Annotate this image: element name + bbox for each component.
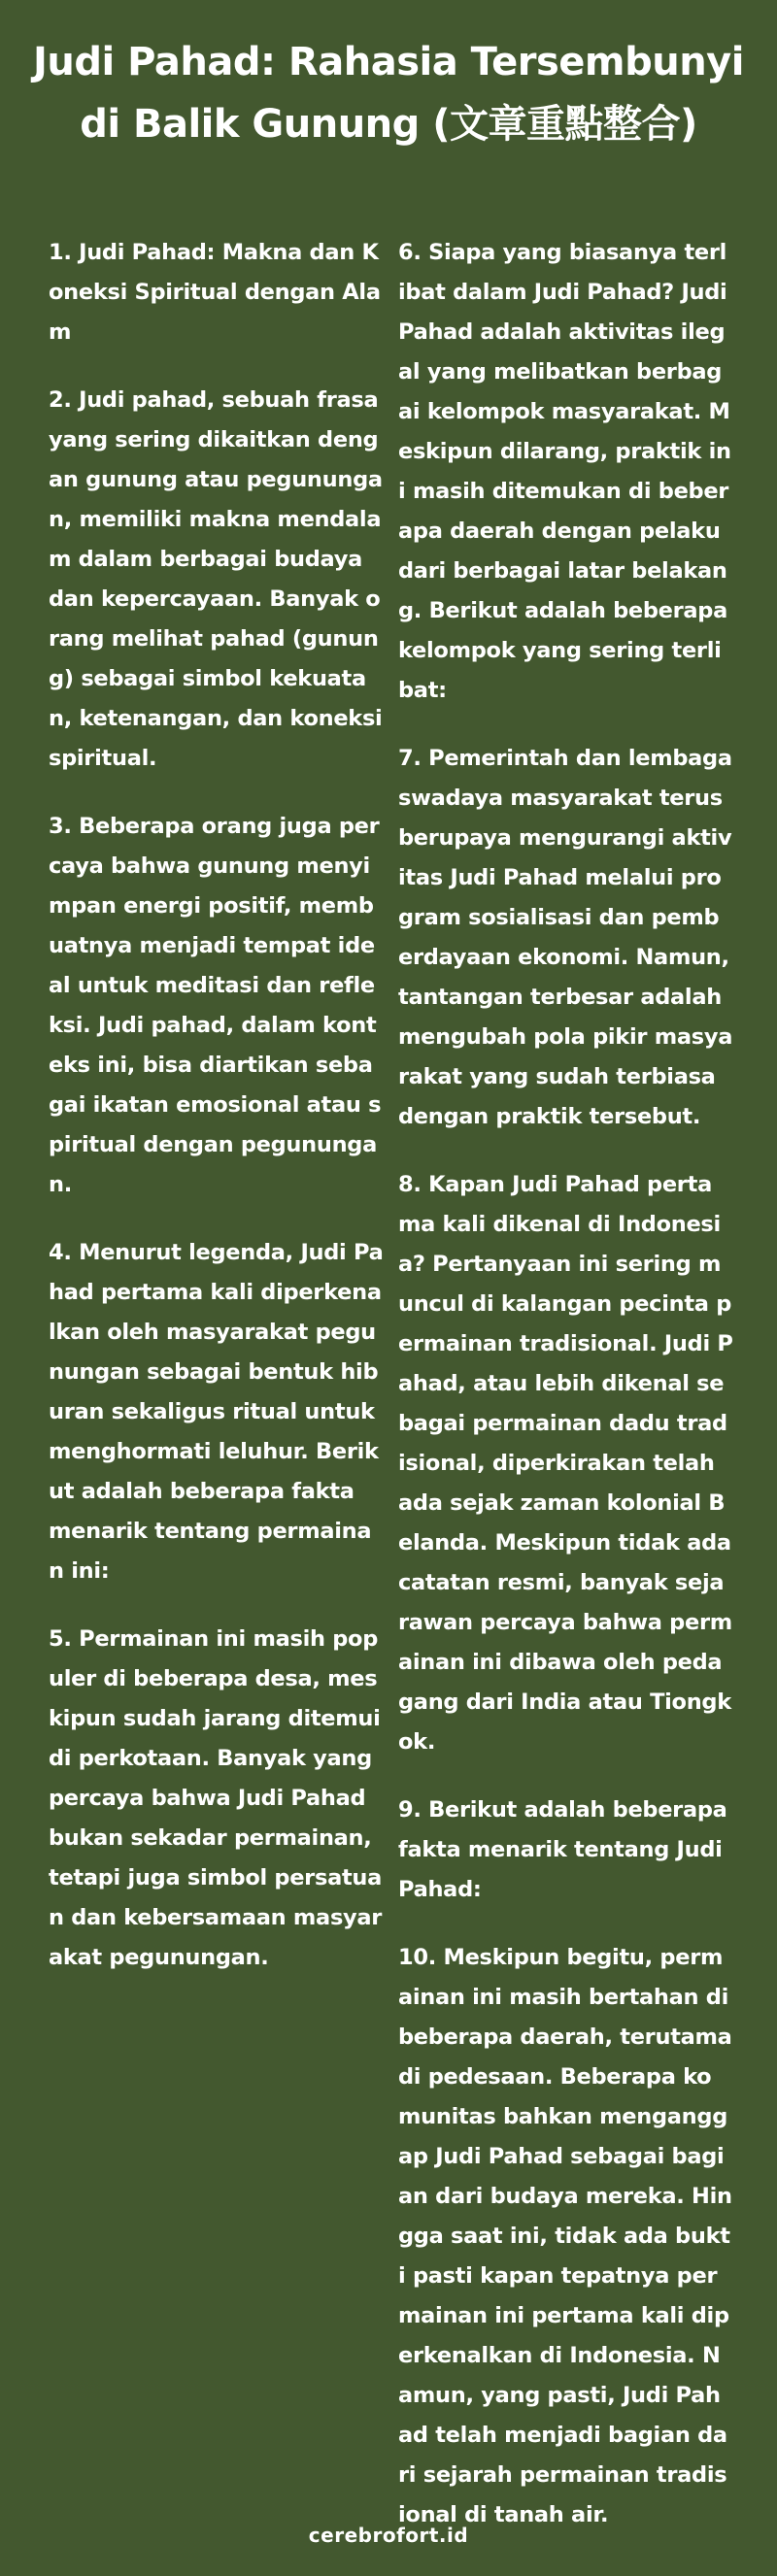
paragraph-3: 3. Beberapa orang juga percaya bahwa gunung menyimpan energi positif, membuatnya menjadi tempat ideal untuk meditasi dan refleksi. Judi pahad, dalam konteks ini, bisa diartikan sebagai ikatan emosional atau spiritual dengan pegunungan. (49, 814, 382, 1197)
paragraph-2: 2. Judi pahad, sebuah frasa yang sering dikaitkan dengan gunung atau pegunungan, memiliki makna mendalam dalam berbagai budaya dan kepercayaan. Banyak orang melihat pahad (gunung) sebagai simbol kekuatan, ketenangan, dan koneksi spiritual. (49, 387, 383, 771)
paragraph-6: 6. Siapa yang biasanya terlibat dalam Judi Pahad? Judi Pahad adalah aktivitas ilegal yang melibatkan berbagai kelompok masyarakat. Meskipun dilarang, praktik ini masih ditemukan di beberapa daerah dengan pelaku dari berbagai latar belakang. Berikut adalah beberapa kelompok yang sering terlibat: (398, 240, 731, 703)
paragraph-10: 10. Meskipun begitu, permainan ini masih bertahan di beberapa daerah, terutama di pedesaan. Beberapa komunitas bahkan menganggap Judi Pahad sebagai bagian dari budaya mereka. Hingga saat ini, tidak ada bukti pasti kapan tepatnya permainan ini pertama kali diperkenalkan di Indonesia. Namun, yang pasti, Judi Pahad telah menjadi bagian dari sejarah permainan tradisional di tanah air. (398, 1945, 732, 2527)
paragraph-4: 4. Menurut legenda, Judi Pahad pertama kali diperkenalkan oleh masyarakat pegunungan sebagai bentuk hiburan sekaligus ritual untuk menghormati leluhur. Berikut adalah beberapa fakta menarik tentang permainan ini: (49, 1240, 384, 1584)
paragraph-1: 1. Judi Pahad: Makna dan Koneksi Spiritual dengan Alam (49, 240, 381, 345)
right-column (398, 233, 733, 2563)
paragraph-5: 5. Permainan ini masih populer di beberapa desa, meskipun sudah jarang ditemui di perkotaan. Banyak yang percaya bahwa Judi Pahad bukan sekadar permainan, tetapi juga simbol persatuan dan kebersamaan masyarakat pegunungan. (49, 1626, 383, 1970)
paragraph-9: 9. Berikut adalah beberapa fakta menarik tentang Judi Pahad: (398, 1797, 727, 1902)
paragraph-7: 7. Pemerintah dan lembaga swadaya masyarakat terus berupaya mengurangi aktivitas Judi Pahad melalui program sosialisasi dan pemberdayaan ekonomi. Namun, tantangan terbesar adalah mengubah pola pikir masyarakat yang sudah terbiasa dengan praktik tersebut. (398, 746, 733, 1129)
article-title: Judi Pahad: Rahasia Tersembunyi di Balik Gunung (文章重點整合) (33, 40, 744, 147)
site-footer: cerebrofort.id (308, 2524, 469, 2547)
paragraph-8: 8. Kapan Judi Pahad pertama kali dikenal di Indonesia? Pertanyaan ini sering muncul di kalangan pecinta permainan tradisional. Judi Pahad, atau lebih dikenal sebagai permainan dadu tradisional, diperkirakan telah ada sejak zaman kolonial Belanda. Meskipun tidak ada catatan resmi, banyak sejarawan percaya bahwa permainan ini dibawa oleh pedagang dari India atau Tiongkok. (398, 1172, 733, 1755)
left-column (49, 233, 384, 2006)
